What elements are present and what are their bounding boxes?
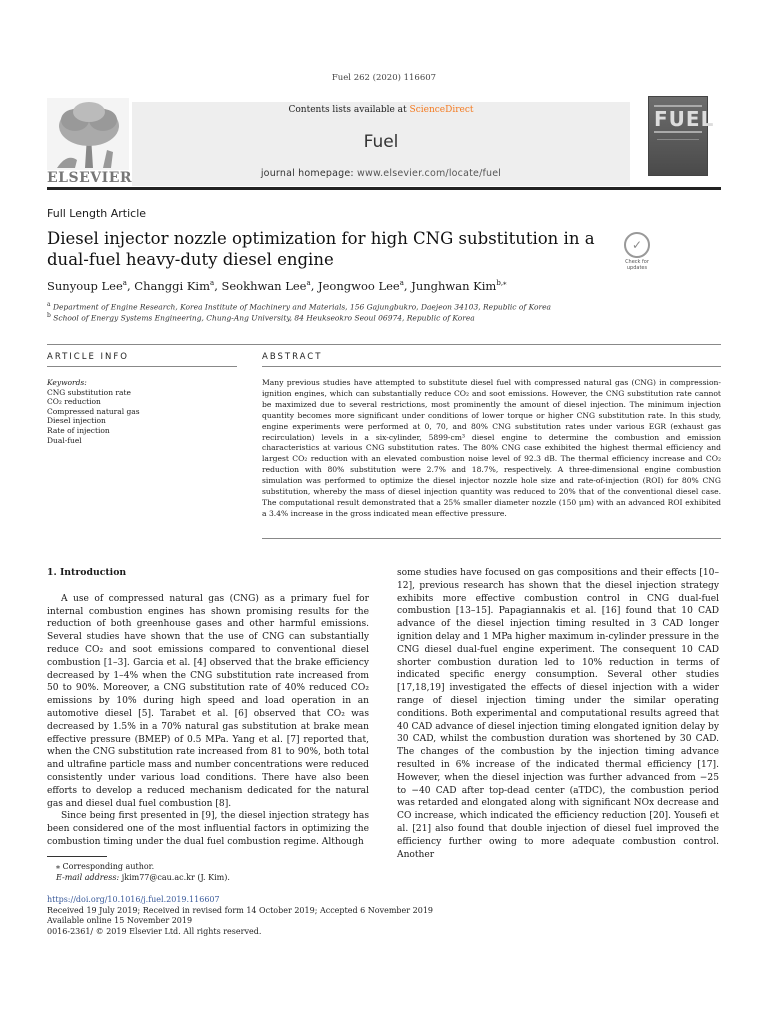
paper-title: Diesel injector nozzle optimization for high CNG substitution in a dual-fuel heavy-duty diesel engine bbox=[47, 229, 595, 269]
email-link[interactable]: jkim77@cau.ac.kr (J. Kim). bbox=[121, 873, 230, 882]
journal-citation: Fuel 262 (2020) 116607 bbox=[331, 73, 437, 83]
divider bbox=[262, 538, 721, 539]
keyword: Diesel injection bbox=[47, 416, 106, 426]
paragraph: A use of compressed natural gas (CNG) as a primary fuel for internal combustion engines has shown promising results for the reduction of both greenhouse gases and other harmful emissions. Several studies have shown that the use of CNG can substantially reduce CO₂ and soot emissions compared to conventional diesel combustion [1–3]. Garcia et al. [4] observed that the brake efficiency decreased by 1–4% when the CNG substitution rate increased from 50 to 90%. Moreover, a CNG substitution rate of 40% reduced CO₂ emissions by 10% during high speed and load operation in an automotive diesel [5]. Tarabet et al. [6] observed that CO₂ was decreased by 1.5% in a 70% natural gas substitution at brake mean effective pressure (BMEP) of 0.5 MPa. Yang et al. [7] reported that, when the CNG substitution rate increased from 81 to 90%, both total and ultrafine particle mass and number concentrations were reduced consistently under various load conditions. There have also been efforts to develop a reduced mechanism dedicated for the natural gas and diesel dual fuel combustion [8]. bbox=[47, 593, 369, 809]
keywords-block bbox=[47, 378, 237, 445]
contents-line: Contents lists available at ScienceDirect bbox=[288, 105, 474, 115]
author[interactable]: Junghwan Kim bbox=[411, 279, 497, 293]
publisher-name: ELSEVIER bbox=[47, 170, 133, 186]
corresponding-note: ⁎ Corresponding author. bbox=[56, 862, 155, 871]
abstract-heading: ABSTRACT bbox=[262, 352, 323, 362]
doi-link[interactable]: https://doi.org/10.1016/j.fuel.2019.116607 bbox=[47, 895, 220, 904]
keywords-label: Keywords: bbox=[47, 378, 87, 387]
elsevier-logo bbox=[47, 98, 133, 186]
copyright: 0016-2361/ © 2019 Elsevier Ltd. All rights reserved. bbox=[47, 926, 262, 936]
divider bbox=[262, 366, 721, 367]
journal-title: Fuel bbox=[363, 132, 399, 152]
article-info-heading: ARTICLE INFO bbox=[47, 352, 129, 362]
section-heading: 1. Introduction bbox=[47, 567, 127, 578]
sciencedirect-link[interactable]: ScienceDirect bbox=[409, 105, 474, 115]
author-list: Sunyoup Lee$^a$, Changgi Kim$^a$, Seokhwan Lee$^a$, Jeongwoo Lee$^a$, Junghwan Kim$^{b,⁎}$ bbox=[47, 279, 507, 293]
footnote-divider bbox=[47, 856, 107, 857]
affiliation-b: $^b$ School of Energy Systems Engineering, Chung-Ang University, 84 Heukseokro Seoul 06974, Republic of Korea bbox=[47, 312, 475, 323]
cover-title: FUEL bbox=[654, 107, 715, 131]
keyword: CNG substitution rate bbox=[47, 387, 131, 397]
check-updates-label: Check for updates bbox=[625, 259, 649, 271]
keyword: CO₂ reduction bbox=[47, 397, 101, 407]
body-column-right bbox=[397, 567, 719, 861]
publication-info bbox=[47, 895, 433, 937]
masthead-center bbox=[132, 102, 630, 186]
keyword: Compressed natural gas bbox=[47, 406, 140, 416]
body-column-left bbox=[47, 567, 369, 849]
journal-masthead bbox=[47, 90, 721, 186]
author[interactable]: Seokhwan Lee bbox=[221, 279, 307, 293]
paragraph: Since being first presented in [9], the diesel injection strategy has been considered one of the most influential factors in optimizing the combustion timing under the dual fuel combustion regime. Although bbox=[47, 811, 369, 847]
paragraph: some studies have focused on gas compositions and their effects [10–12], previous research has shown that the diesel injection strategy exhibits more effective combustion control in CNG dual-fuel combustion [13–15]. Papagiannakis et al. [16] found that 10 CAD advance of the diesel injection timing resulted in 3 CAD longer ignition delay and 1 MPa higher maximum in-cylinder pressure in the CNG diesel dual-fuel engine experiment. The consequent 10 CAD shorter combustion duration led to 10% reduction in terms of indicated specific energy consumption. Several other studies [17,18,19] investigated the effects of diesel injection with a wider range of diesel injection timing under the similar operating conditions. Both experimental and computational results agreed that 40 CAD advance of diesel injection timing elongated ignition delay by 30 CAD, whilst the combustion duration was shortened by 30 CAD. The changes of the combustion by the injection timing advance resulted in 6% increase of the indicated thermal efficiency [17]. However, when the diesel injection was further advanced from −25 to −40 CAD after top-dead center (aTDC), the combustion period was retarded and elongated along with significant NOx decrease and CO increase, which indicated the efficiency reduction [20]. Yousefi et al. [21] also found that double injection of diesel fuel improved the efficiency further owing to more adequate combustion control. Another bbox=[397, 568, 719, 860]
keyword: Dual-fuel bbox=[47, 435, 82, 445]
keyword: Rate of injection bbox=[47, 425, 110, 435]
affiliation-a: $^a$ Department of Engine Research, Korea Institute of Machinery and Materials, 156 Gajungbukro, Daejeon 34103, Republic of Korea bbox=[47, 301, 551, 312]
abstract-text: Many previous studies have attempted to substitute diesel fuel with compressed natural gas (CNG) in compression-ignition engines, which can substantially reduce CO₂ and soot emissions. However, the CNG substitution rate cannot be maximized due to several restrictions, most prominently the amount of diesel injection. The minimum injection quantity becomes more significant under conditions of lower torque or higher CNG substitution rate. In this study, engine experiments were performed at 0, 70, and 80% CNG substitution rates under various EGR (exhaust gas recirculation) levels in a six-cylinder, 5899-cm³ diesel engine to determine the combustion and emission characteristics at various CNG substitution rates. The 80% CNG case exhibited the highest thermal efficiency and largest CO₂ reduction with an elevated combustion noise level of 92.3 dB. The thermal efficiency increase and CO₂ reduction with 80% substitution were 2.7% and 18.7%, respectively. A three-dimensional engine combustion simulation was performed to optimize the diesel injector nozzle hole size and rate-of-injection (ROI) for 80% CNG substitution, whereby the mass of diesel injection quantity was reduced to 20% that of the conventional diesel case. The computational result demonstrated that a 25% smaller diameter nozzle (150 μm) with an advanced ROI exhibited a 3.4% increase in the gross indicated mean effective pressure. bbox=[262, 378, 721, 518]
author[interactable]: Jeongwoo Lee bbox=[318, 279, 400, 293]
online-date: Available online 15 November 2019 bbox=[47, 916, 193, 925]
author[interactable]: Changgi Kim bbox=[134, 279, 210, 293]
received-dates: Received 19 July 2019; Received in revised form 14 October 2019; Accepted 6 November 2019 bbox=[47, 905, 434, 915]
divider bbox=[47, 366, 237, 367]
divider bbox=[47, 344, 721, 345]
author[interactable]: Sunyoup Lee bbox=[47, 279, 123, 293]
elsevier-tree-icon bbox=[47, 98, 129, 170]
homepage-link[interactable]: www.elsevier.com/locate/fuel bbox=[357, 168, 502, 179]
check-updates-icon: ✓ bbox=[624, 232, 650, 258]
masthead-divider bbox=[47, 187, 721, 190]
check-for-updates-badge[interactable] bbox=[619, 232, 655, 271]
journal-cover-thumbnail bbox=[648, 96, 715, 176]
journal-homepage: journal homepage: www.elsevier.com/locate/fuel bbox=[260, 168, 502, 179]
email-note: E-mail address: jkim77@cau.ac.kr (J. Kim). bbox=[56, 873, 230, 882]
article-type: Full Length Article bbox=[47, 207, 147, 220]
